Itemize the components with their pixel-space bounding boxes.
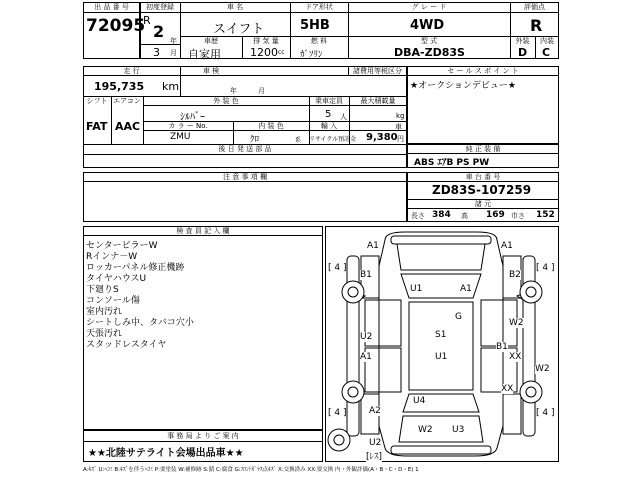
reg-year: 2 (153, 22, 165, 41)
car-diagram (325, 226, 559, 462)
mileage-unit: km (162, 80, 180, 93)
ac-label: エアコン (113, 97, 141, 105)
equipment: ABS ｴｱB PS PW (414, 158, 490, 168)
disp-unit: cc (278, 49, 285, 56)
damage-mark-w2-b: W2 (418, 425, 433, 435)
damage-mark-s1: S1 (435, 330, 447, 340)
mileage-label: 走 行 (123, 67, 140, 75)
era: R (143, 14, 151, 27)
frame-number: ZD83S-107259 (432, 183, 532, 197)
sales-point-text: ★オークションデビュー★ (410, 81, 516, 91)
damage-mark-tyre-fr: [ 4 ] (536, 263, 555, 273)
hood (397, 244, 485, 270)
legend: A:ｷｽﾞ U:ﾍｺﾐ B:ｷｽﾞを伴うﾍｺﾐ P:要塗装 W:補修跡 S:錆 C:腐食 G:ﾌﾛﾝﾄｶﾞﾗｽ点ｷｽﾞ X:交換済み XX:要交換 内・外観評価(A・B・C・D・E) 1 (83, 467, 419, 473)
year-unit: 年 (170, 37, 177, 45)
frame-label: 車 台 番 号 (465, 173, 501, 181)
wheel-front-left-hub (348, 287, 358, 297)
import-unit: 車 (395, 123, 402, 131)
damage-mark-xx-r2: XX (501, 384, 514, 394)
inspector-line: 天張汚れ (86, 329, 123, 339)
damage-mark-b2-r: B2 (509, 270, 521, 280)
damage-mark-b1-r: B1 (496, 342, 508, 352)
car-name: スイフト (213, 22, 265, 37)
height: 169 (486, 210, 505, 220)
score-label: 評価点 (524, 3, 545, 11)
damage-mark-a1-tl: A1 (367, 241, 379, 251)
inspector-line: タイヤハウスU (86, 274, 147, 284)
later-parts-label: 後 日 発 送 部 品 (218, 145, 272, 153)
length: 384 (432, 210, 451, 220)
aircon: AAC (115, 120, 141, 133)
wheel-rear-left-hub (348, 387, 358, 397)
damage-mark-xx-r: XX (509, 352, 522, 362)
car-body-outline (379, 232, 503, 456)
name-label: 車 名 (226, 3, 244, 11)
spec-label: 諸 元 (474, 200, 492, 208)
katashiki: DBA-ZD83S (394, 46, 465, 59)
damage-mark-u4: U4 (413, 396, 426, 406)
int-color: ｸﾛ (250, 135, 260, 145)
inspector-line: センターピラーW (86, 241, 158, 251)
damage-mark-u3-b: U3 (452, 425, 465, 435)
grade: 4WD (410, 18, 445, 33)
fuel-label: 燃 料 (310, 37, 328, 45)
inspector-title: 検 査 員 記 入 欄 (176, 227, 230, 235)
damage-mark-u1-c: U1 (435, 352, 448, 362)
trunk (399, 416, 483, 442)
recycle-unit: 円 (397, 135, 404, 143)
load-label: 最大積載量 (360, 97, 396, 105)
inspector-line: ロッカーパネル修正機跡 (86, 263, 185, 273)
model-label: ドア形状 (305, 3, 333, 11)
use-label: 車歴 (204, 37, 218, 45)
katashiki-label: 型 式 (420, 37, 438, 45)
width-label: 巾さ (511, 212, 525, 220)
shaken-month: 月 (258, 87, 265, 95)
int-color-unit: 系 (295, 137, 302, 144)
disp-label: 排 気 量 (253, 37, 279, 45)
damage-mark-a2: A2 (369, 406, 381, 416)
damage-mark-u1-l: U1 (410, 284, 423, 294)
grade-label: グ レ ー ド (411, 3, 447, 11)
import-label: 輸 入 (320, 122, 338, 130)
damage-mark-w2-r2: W2 (535, 364, 550, 374)
right-rear-fender (503, 394, 521, 434)
color-no-label: カ ラ ー No. (168, 122, 208, 130)
inspector-line: シートしみ中、タバコ穴小 (86, 318, 194, 328)
lot-number: 72095 (86, 16, 146, 36)
office-title: 事 務 局 よ り ご 案 内 (167, 432, 239, 440)
wheel-rear-right-hub (526, 387, 536, 397)
damage-mark-a1-tr: A1 (501, 241, 513, 251)
shaken-label: 車 検 (202, 67, 220, 75)
damage-mark-tyre-rl: [ 4 ] (328, 408, 347, 418)
load-unit: kg (396, 112, 405, 120)
damage-mark-w2-r: W2 (509, 318, 524, 328)
front-bumper (391, 236, 491, 244)
roof (409, 302, 473, 390)
mileage: 195,735 (94, 80, 145, 93)
capacity-label: 乗車定員 (315, 97, 343, 105)
use: 自家用 (188, 48, 221, 61)
damage-mark-spare: [ﾚｽ] (366, 452, 383, 462)
displacement: 1200 (250, 46, 278, 59)
recycle-fee: 9,380 (366, 132, 398, 143)
inspector-line: Rインナ－W (86, 252, 138, 262)
damage-mark-u2-b: U2 (369, 438, 382, 448)
damage-mark-a1-l2: A1 (360, 352, 372, 362)
first-reg-label: 初度登録 (146, 3, 174, 11)
lot-label: 出 品 番 号 (94, 3, 129, 11)
inspector-line: 下廻りS (86, 285, 119, 295)
score: R (530, 16, 543, 35)
wheel-front-right-hub (526, 287, 536, 297)
inspector-line: コンソール傷 (86, 296, 140, 306)
color-label: 外 装 色 (213, 97, 239, 105)
height-label: 高 (461, 212, 468, 220)
damage-mark-g: G (455, 312, 462, 322)
capacity-unit: 人 (340, 113, 347, 121)
color-no: ZMU (170, 132, 191, 142)
fuel: ｶﾞｿﾘﾝ (300, 50, 323, 60)
notes-title: 注 意 事 項 欄 (223, 173, 267, 181)
length-label: 長さ (411, 212, 425, 220)
sales-point-title: セ ー ル ス ポ イ ン ト (447, 67, 519, 75)
damage-mark-tyre-fl: [ 4 ] (328, 263, 347, 273)
shift: FAT (86, 120, 108, 133)
damage-mark-u2-l: U2 (360, 332, 373, 342)
ext-score: D (518, 46, 528, 59)
ext-label: 外装 (515, 37, 530, 45)
recycle-label: 諸費用等税区分 (353, 67, 402, 75)
inspector-line: 室内汚れ (86, 307, 123, 317)
int-label: 内装 (540, 37, 554, 45)
damage-mark-tyre-rr: [ 4 ] (536, 408, 555, 418)
inspector-line: スタッドレスタイヤ (86, 340, 167, 350)
int-color-label: 内 装 色 (258, 122, 284, 130)
equip-title: 純 正 装 備 (465, 145, 501, 153)
reg-month: 3 (153, 46, 160, 59)
damage-mark-b1-l: B1 (360, 270, 372, 280)
office-text: ★★北陸サテライト会場出品車★★ (88, 448, 244, 459)
recycle-label-2: リサイクル預託金 (309, 136, 357, 143)
shaken-year: 年 (230, 87, 237, 95)
int-score: C (542, 46, 551, 59)
capacity: 5 (325, 109, 332, 120)
shift-label: シフト (86, 97, 108, 105)
month-unit: 月 (170, 49, 177, 57)
damage-mark-a1-mid: A1 (460, 284, 472, 294)
model: 5HB (300, 18, 330, 33)
color: ｼﾙﾊﾞｰ (180, 112, 205, 123)
width: 152 (536, 210, 555, 220)
rear-bumper (391, 446, 491, 454)
spare-tyre-hub (334, 435, 344, 445)
